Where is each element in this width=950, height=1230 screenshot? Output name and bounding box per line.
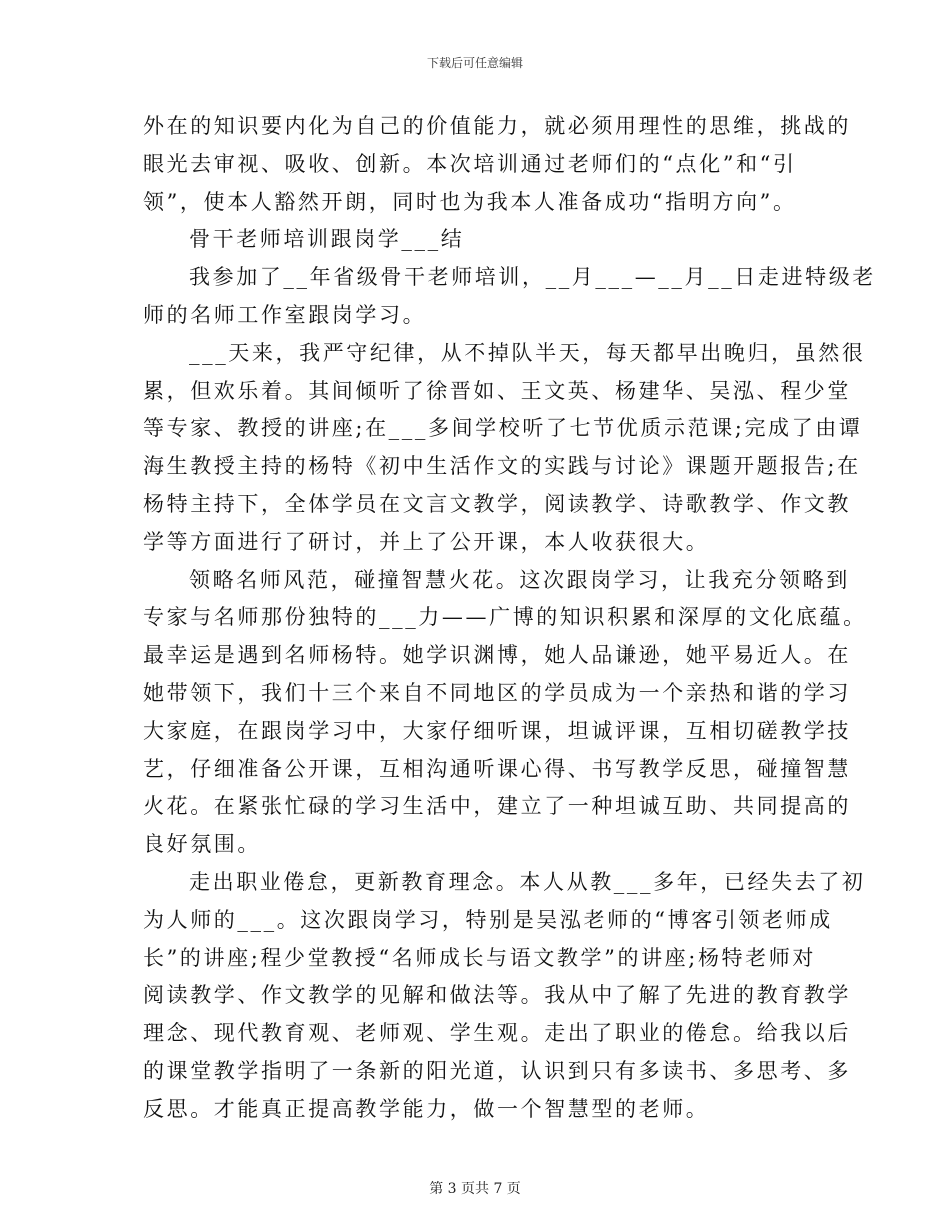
section-title: 骨干老师培训跟岗学___结 <box>189 227 465 252</box>
body-line: 眼光去审视、吸收、创新。本次培训通过老师们的“点化”和“引 <box>143 151 797 176</box>
body-line: 走出职业倦怠，更新教育理念。本人从教___多年，已经失去了初 <box>189 869 866 894</box>
body-line: 我参加了__年省级骨干老师培训，__月___—__月__日走进特级老 <box>189 265 876 290</box>
body-line: 的课堂教学指明了一条新的阳光道，认识到只有多读书、多思考、多 <box>143 1058 851 1083</box>
body-line: 学等方面进行了研讨，并上了公开课，本人收获很大。 <box>143 529 710 554</box>
body-line: 领略名师风范，碰撞智慧火花。这次跟岗学习，让我充分领略到 <box>189 567 850 592</box>
body-line: 理念、现代教育观、老师观、学生观。走出了职业的倦怠。给我以后 <box>143 1021 851 1046</box>
body-line: 反思。才能真正提高教学能力，做一个智慧型的老师。 <box>143 1096 710 1121</box>
body-line: 长”的讲座;程少堂教授“名师成长与语文教学”的讲座;杨特老师对 <box>143 945 816 970</box>
body-line: 最幸运是遇到名师杨特。她学识渊博，她人品谦逊，她平易近人。在 <box>143 643 851 668</box>
document-body <box>143 108 876 1129</box>
body-line: 领”，使本人豁然开朗，同时也为我本人准备成功“指明方向”。 <box>143 189 797 214</box>
body-line: 大家庭，在跟岗学习中，大家仔细听课，坦诚评课，互相切磋教学技 <box>143 718 851 743</box>
body-line: 专家与名师那份独特的___力——广博的知识积累和深厚的文化底蕴。 <box>143 605 867 630</box>
body-line: 良好氛围。 <box>143 832 261 857</box>
body-line: ___天来，我严守纪律，从不掉队半天，每天都早出晚归，虽然很 <box>189 340 866 365</box>
body-line: 她带领下，我们十三个来自不同地区的学员成为一个亲热和谐的学习 <box>143 680 851 705</box>
body-line: 等专家、教授的讲座;在___多间学校听了七节优质示范课;完成了由谭 <box>143 416 863 441</box>
body-line: 阅读教学、作文教学的见解和做法等。我从中了解了先进的教育教学 <box>143 983 851 1008</box>
body-line: 艺，仔细准备公开课，互相沟通听课心得、书写教学反思，碰撞智慧 <box>143 756 851 781</box>
body-line: 累，但欢乐着。其间倾听了徐晋如、王文英、杨建华、吴泓、程少堂 <box>143 378 851 403</box>
body-line: 海生教授主持的杨特《初中生活作文的实践与讨论》课题开题报告;在 <box>143 454 861 479</box>
body-line: 师的名师工作室跟岗学习。 <box>143 302 427 327</box>
body-line: 为人师的___。这次跟岗学习，特别是吴泓老师的“博客引领老师成 <box>143 907 833 932</box>
page-number: 第 3 页共 7 页 <box>429 1181 521 1197</box>
body-line: 杨特主持下，全体学员在文言文教学，阅读教学、诗歌教学、作文教 <box>143 491 851 516</box>
body-line: 外在的知识要内化为自己的价值能力，就必须用理性的思维，挑战的 <box>143 114 851 138</box>
body-line: 火花。在紧张忙碌的学习生活中，建立了一种坦诚互助、共同提高的 <box>143 794 851 819</box>
page-header: 下载后可任意编辑 <box>426 56 523 70</box>
